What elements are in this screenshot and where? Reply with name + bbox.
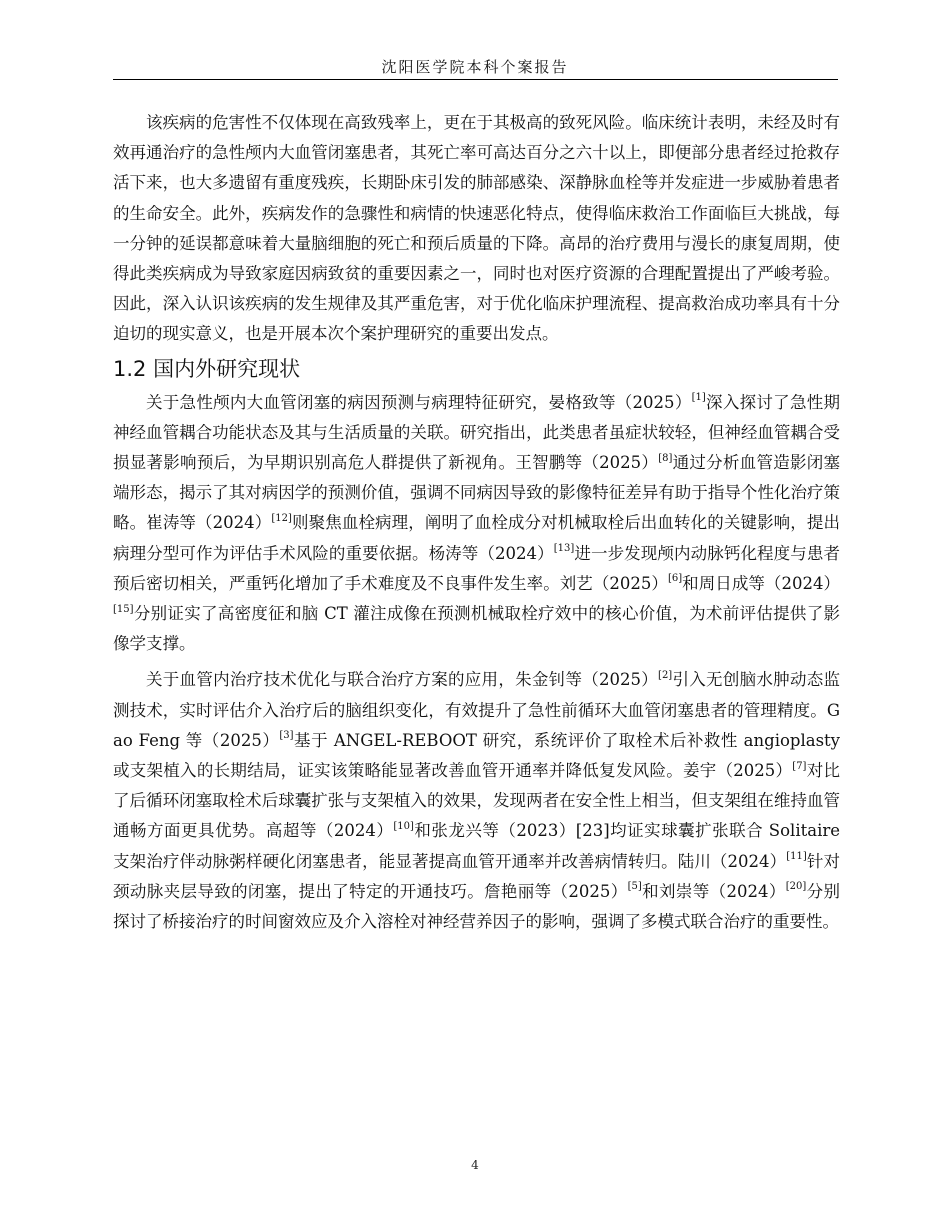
citation-ref[interactable]: [2] bbox=[658, 669, 673, 681]
citation-ref[interactable]: [13] bbox=[553, 543, 575, 555]
citation-ref[interactable]: [6] bbox=[667, 573, 683, 585]
paragraph-etiology-research bbox=[113, 388, 840, 660]
text-run: 针对颈动脉夹层导致的闭塞，提出了特定的开通技巧。詹艳丽等（2025） bbox=[113, 851, 840, 901]
paragraph-endovascular-treatment bbox=[113, 665, 840, 937]
text-run: 和周日成等（2024） bbox=[682, 573, 840, 593]
citation-ref[interactable]: [10] bbox=[393, 820, 414, 832]
citation-ref[interactable]: [8] bbox=[658, 452, 673, 464]
citation-ref[interactable]: [5] bbox=[627, 881, 642, 893]
citation-ref[interactable]: [15] bbox=[113, 603, 134, 615]
text-run: 对比了后循环闭塞取栓术后球囊扩张与支架植入的效果，发现两者在安全性上相当，但支架组在维持血管通畅方面更具优势。高超等（2024） bbox=[113, 761, 840, 841]
text-run: 深入探讨了急性期神经血管耦合功能状态及其与生活质量的关联。研究指出，此类患者虽症状较轻，但神经血管耦合受损显著影响预后，为早期识别高危人群提供了新视角。王智鹏等（2025） bbox=[113, 392, 841, 473]
text-run: 通过分析血管造影闭塞端形态，揭示了其对病因学的预测价值，强调不同病因导致的影像特征差异有助于指导个性化治疗策略。崔涛等（2024） bbox=[113, 453, 841, 533]
citation-ref[interactable]: [3] bbox=[279, 730, 294, 742]
header-rule bbox=[113, 79, 838, 80]
running-header: 沈阳医学院本科个案报告 bbox=[381, 58, 569, 76]
section-heading: 1.2 国内外研究现状 bbox=[113, 356, 301, 381]
text-run: 基于 ANGEL-REBOOT 研究，系统评价了取栓术后补救性 angioplasty 或支架植入的长期结局，证实该策略能显著改善血管开通率并降低复发风险。姜宇（2025） bbox=[113, 730, 840, 781]
text-run: 进一步发现颅内动脉钙化程度与患者预后密切相关，严重钙化增加了手术难度及不良事件发生率。刘艺（2025） bbox=[113, 543, 840, 593]
text-run: 引入无创脑水肿动态监测技术，实时评估介入治疗后的脑组织变化，有效提升了急性前循环大血管闭塞患者的管理精度。Gao Feng 等（2025） bbox=[113, 670, 840, 750]
citation-ref[interactable]: [20] bbox=[785, 881, 807, 893]
paragraph-disease-harm: 该疾病的危害性不仅体现在高致残率上，更在于其极高的致死风险。临床统计表明，未经及时有效再通治疗的急性颅内大血管闭塞患者，其死亡率可高达百分之六十以上，即便部分患者经过抢救存活下来，也大多遗留有重度残疾，长期卧床引发的肺部感染、深静脉血栓等并发症进一步威胁着患者的生命安全。此外，疾病发作的急骤性和病情的快速恶化特点，使得临床救治工作面临巨大挑战，每一分钟的延误都意味着大量脑细胞的死亡和预后质量的下降。高昂的治疗费用与漫长的康复周期，使得此类疾病成为导致家庭因病致贫的重要因素之一，同时也对医疗资源的合理配置提出了严峻考验。因此，深入认识该疾病的发生规律及其严重危害，对于优化临床护理流程、提高救治成功率具有十分迫切的现实意义，也是开展本次个案护理研究的重要出发点。 bbox=[113, 113, 840, 344]
page-number: 4 bbox=[471, 1158, 479, 1172]
text-run: 关于血管内治疗技术优化与联合治疗方案的应用，朱金钊等（2025） bbox=[146, 670, 659, 690]
text-run: 和张龙兴等（2023）[23]均证实球囊扩张联合 Solitaire 支架治疗伴动脉粥样硬化闭塞患者，能显著提高血管开通率并改善病情转归。陆川（2024） bbox=[113, 821, 840, 871]
citation-ref[interactable]: [1] bbox=[691, 392, 706, 404]
text-run: 分别探讨了桥接治疗的时间窗效应及介入溶栓对神经营养因子的影响，强调了多模式联合治疗的重要性。 bbox=[113, 881, 840, 932]
text-run: 和刘崇等（2024） bbox=[641, 881, 786, 901]
citation-ref[interactable]: [7] bbox=[792, 760, 807, 772]
text-run: 则聚焦血栓病理，阐明了血栓成分对机械取栓后出血转化的关键影响，提出病理分型可作为评估手术风险的重要依据。杨涛等（2024） bbox=[113, 513, 841, 563]
page-body bbox=[113, 108, 840, 937]
text-run: 分别证实了高密度征和脑 CT 灌注成像在预测机械取栓疗效中的核心价值，为术前评估提供了影像学支撑。 bbox=[113, 604, 840, 654]
citation-ref[interactable]: [12] bbox=[271, 512, 292, 524]
citation-ref[interactable]: [11] bbox=[786, 851, 807, 863]
text-run: 关于急性颅内大血管闭塞的病因预测与病理特征研究，晏格致等（2025） bbox=[146, 392, 692, 412]
